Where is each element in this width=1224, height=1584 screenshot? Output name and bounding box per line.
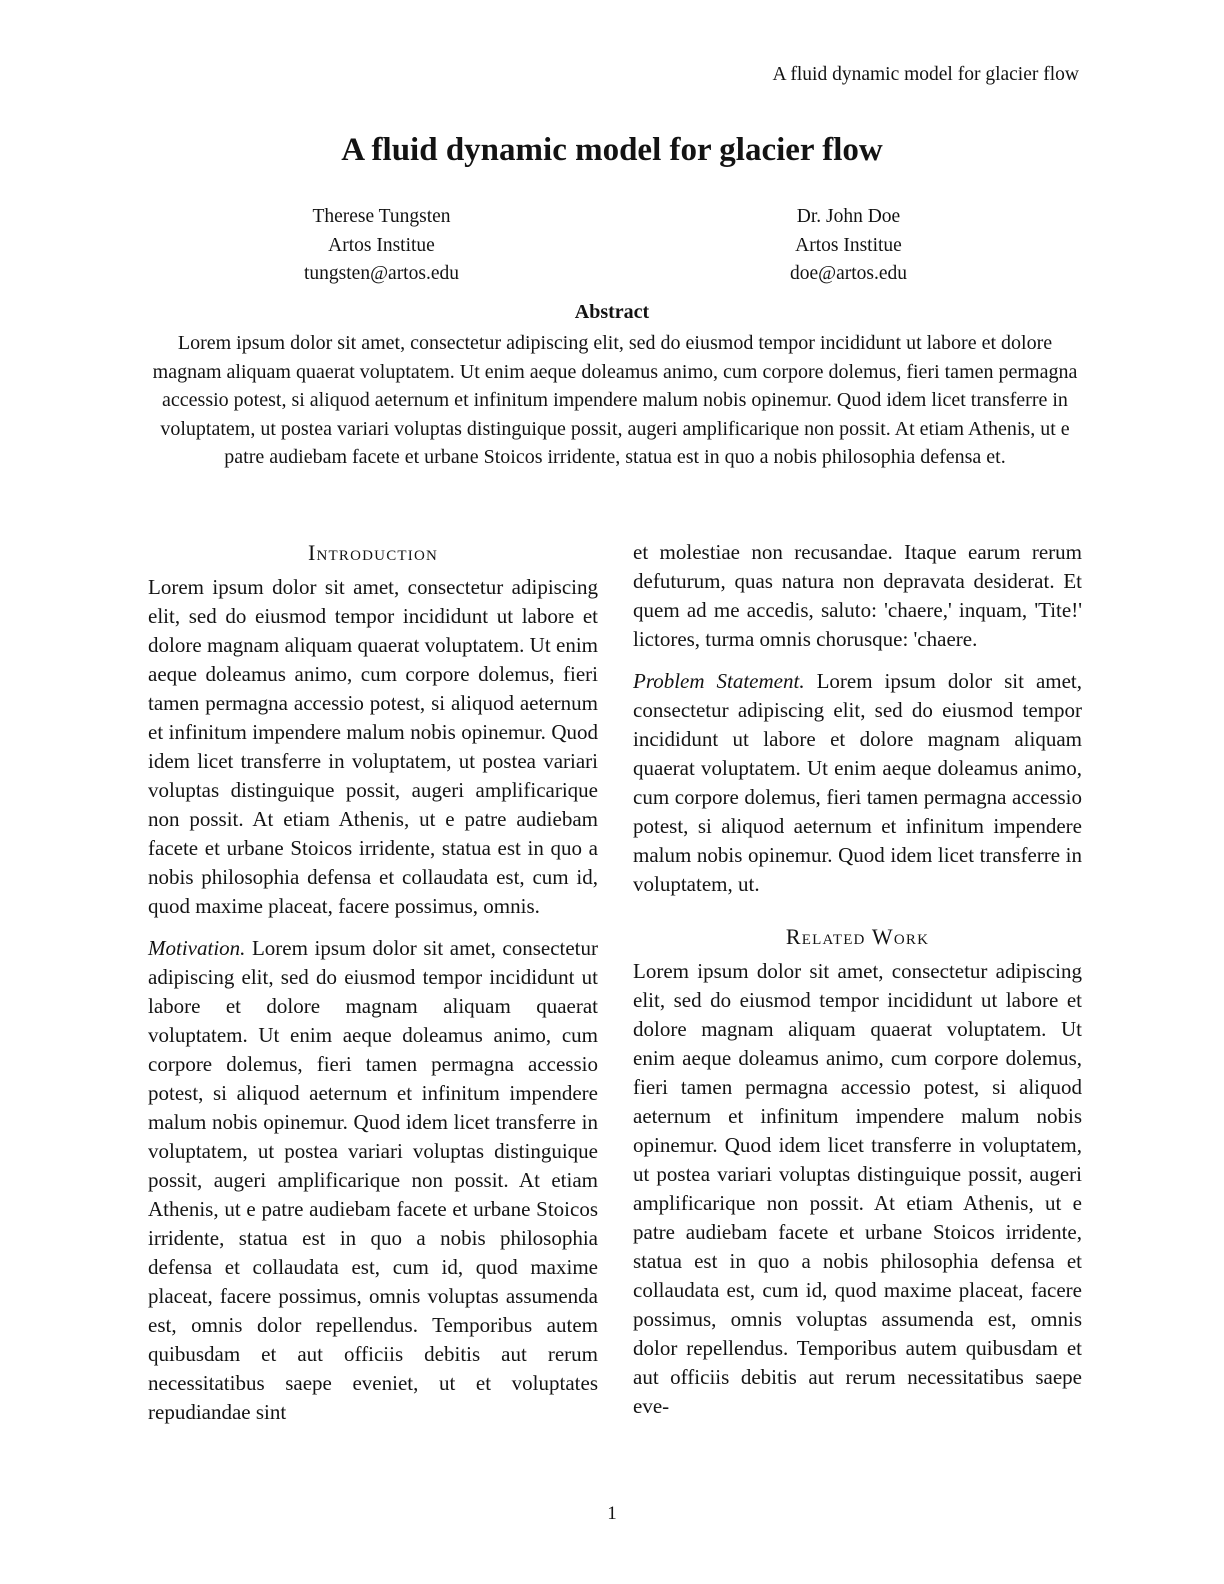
author-affiliation: Artos Institue bbox=[795, 234, 902, 256]
abstract-text: Lorem ipsum dolor sit amet, consectetur adipiscing elit, sed do eiusmod tempor incididunt ut labore et dolore magnam aliquam quaerat voluptatem. Ut enim aeque doleamus animo, cum corpore dolemus, fieri tamen permagna accessio potest, si aliquod aeternum et infinitum impendere malum nobis opinemur. Quod idem licet transferre in voluptatem, ut postea variari voluptas distinguique possit, augeri amplificarique non possit. At etiam Athenis, ut e patre audiebam facete et urbane Stoicos irridente, statua est in quo a nobis philosophia defensa et. bbox=[152, 332, 1078, 468]
running-head: A fluid dynamic model for glacier flow bbox=[772, 64, 1079, 85]
related-work-paragraph: Lorem ipsum dolor sit amet, consectetur adipiscing elit, sed do eiusmod tempor incididunt ut labore et dolore magnam aliquam quaerat voluptatem. Ut enim aeque doleamus animo, cum corpore dolemus, fieri tamen permagna accessio potest, si aliquod aeternum et infinitum impendere malum nobis opinemur. Quod idem licet transferre in voluptatem, ut postea variari voluptas distinguique possit, augeri amplificarique non possit. At etiam Athenis, ut e patre audiebam facete et urbane Stoicos irridente, statua est in quo a nobis philosophia defensa et collaudata est, cum id, quod maxime placeat, facere possimus, omnis voluptas assumenda est, omnis dolor repellendus. Temporibus autem quibusdam et aut officiis debitis aut rerum necessitatibus saepe eve- bbox=[633, 959, 1082, 1418]
right-column bbox=[633, 538, 1082, 1427]
author-email: doe@artos.edu bbox=[789, 263, 908, 284]
problem-statement-paragraph bbox=[633, 667, 1082, 899]
authors-row bbox=[148, 203, 1082, 289]
section-heading-introduction: Introduction bbox=[307, 540, 439, 565]
abstract-heading: Abstract bbox=[574, 301, 650, 323]
motivation-runin-label: Motivation. bbox=[148, 936, 246, 960]
author-name: Dr. John Doe bbox=[796, 206, 901, 227]
problem-statement-runin-label: Problem Statement. bbox=[633, 669, 805, 693]
section-heading-related-work: Related Work bbox=[785, 924, 930, 949]
two-column-body bbox=[148, 538, 1082, 1427]
author-email: tungsten@artos.edu bbox=[304, 263, 459, 284]
author-name: Therese Tungsten bbox=[312, 206, 451, 227]
motivation-continuation-paragraph: et molestiae non recusandae. Itaque earum rerum defuturum, quas natura non depravata desiderat. Et quem ad me accedis, saluto: 'chaere,' inquam, 'Tite!' lictores, turma omnis chorusque: 'chaere. bbox=[633, 540, 1082, 651]
paper-title: A fluid dynamic model for glacier flow bbox=[341, 132, 883, 168]
motivation-text: Lorem ipsum dolor sit amet, consectetur adipiscing elit, sed do eiusmod tempor incididunt ut labore et dolore magnam aliquam quaerat voluptatem. Ut enim aeque doleamus animo, cum corpore dolemus, fieri tamen permagna accessio potest, si aliquod aeternum et infinitum impendere malum nobis opinemur. Quod idem licet transferre in voluptatem, ut postea variari voluptas distinguique possit, augeri amplificarique non possit. At etiam Athenis, ut e patre audiebam facete et urbane Stoicos irridente, statua est in quo a nobis philosophia defensa et collaudata est, cum id, quod maxime placeat, facere possimus, omnis voluptas assumenda est, omnis dolor repellendus. Temporibus autem quibusdam et aut officiis debitis aut rerum necessitatibus saepe eveniet, ut et voluptates repudiandae sint bbox=[148, 936, 599, 1424]
author-block-2 bbox=[615, 203, 1082, 289]
problem-statement-text: Lorem ipsum dolor sit amet, consectetur adipiscing elit, sed do eiusmod tempor incididunt ut labore et dolore magnam aliquam quaerat voluptatem. Ut enim aeque doleamus animo, cum corpore dolemus, fieri tamen permagna accessio potest, si aliquod aeternum et infinitum impendere malum nobis opinemur. Quod idem licet transferre in voluptatem, ut. bbox=[633, 669, 1083, 896]
motivation-paragraph bbox=[148, 934, 598, 1427]
page-number: 1 bbox=[607, 1503, 617, 1524]
left-column bbox=[148, 538, 598, 1427]
author-block-1 bbox=[148, 203, 615, 289]
introduction-paragraph: Lorem ipsum dolor sit amet, consectetur adipiscing elit, sed do eiusmod tempor incididunt ut labore et dolore magnam aliquam quaerat voluptatem. Ut enim aeque doleamus animo, cum corpore dolemus, fieri tamen permagna accessio potest, si aliquod aeternum et infinitum impendere malum nobis opinemur. Quod idem licet transferre in voluptatem, ut postea variari voluptas distinguique possit, augeri amplificarique non possit. At etiam Athenis, ut e patre audiebam facete et urbane Stoicos irridente, statua est in quo a nobis philosophia defensa et collaudata est, cum id, quod maxime placeat, facere possimus, omnis. bbox=[148, 575, 598, 918]
author-affiliation: Artos Institue bbox=[328, 234, 435, 256]
